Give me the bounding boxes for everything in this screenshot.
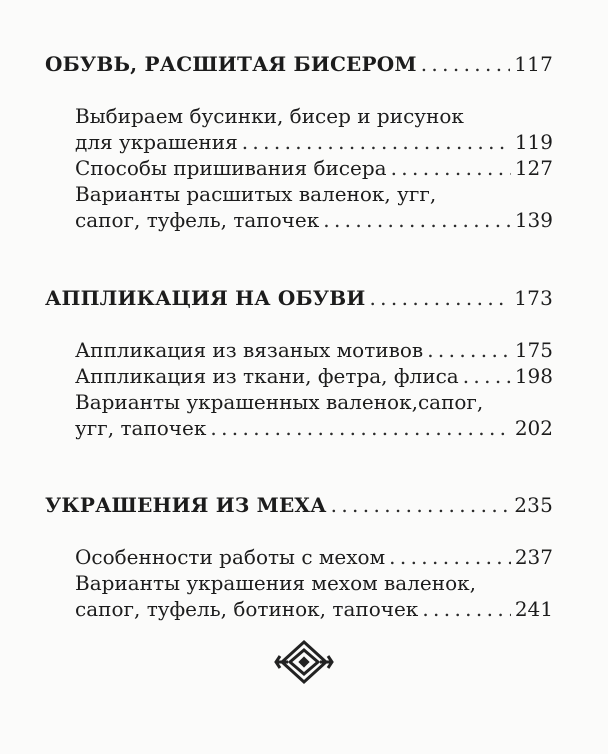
- section-title: ОБУВЬ, РАСШИТАЯ БИСЕРОМ: [45, 52, 417, 76]
- dot-leader: [463, 364, 511, 388]
- toc-entry[interactable]: [0, 156, 608, 180]
- page-number: 241: [514, 597, 553, 621]
- page-number: 175: [514, 338, 553, 362]
- entry-text: Аппликация из ткани, фетра, флиса: [75, 364, 459, 388]
- toc-entry[interactable]: [0, 338, 608, 362]
- entry-text: Особенности работы с мехом: [75, 545, 386, 569]
- dot-leader: [369, 286, 510, 310]
- entry-text: Способы пришивания бисера: [75, 156, 387, 180]
- toc-section-3[interactable]: [0, 493, 608, 517]
- toc-entry[interactable]: [0, 597, 608, 621]
- diamond-knot-ornament-icon: [274, 638, 334, 686]
- dot-leader: [421, 52, 511, 76]
- entry-text: для украшения: [75, 130, 238, 154]
- page-number: 202: [514, 416, 553, 440]
- dot-leader: [391, 156, 511, 180]
- page-number: 119: [514, 130, 553, 154]
- page-number: 235: [514, 493, 553, 517]
- toc-entry[interactable]: [0, 130, 608, 154]
- page-number: 117: [514, 52, 553, 76]
- dot-leader: [389, 545, 511, 569]
- dot-leader: [331, 493, 511, 517]
- toc-entry[interactable]: [0, 545, 608, 569]
- toc-entry[interactable]: [0, 416, 608, 440]
- dot-leader: [242, 130, 511, 154]
- section-title: УКРАШЕНИЯ ИЗ МЕХА: [45, 493, 327, 517]
- toc-section-2[interactable]: [0, 286, 608, 310]
- toc-entry[interactable]: [0, 208, 608, 232]
- page-number: 198: [514, 364, 553, 388]
- section-title: АППЛИКАЦИЯ НА ОБУВИ: [45, 286, 366, 310]
- toc-entry-line: Варианты украшенных валенок,сапог,: [75, 390, 484, 414]
- toc-entry-line: Варианты украшения мехом валенок,: [75, 571, 476, 595]
- toc-section-1[interactable]: [0, 52, 608, 76]
- dot-leader: [323, 208, 511, 232]
- entry-text: сапог, туфель, тапочек: [75, 208, 320, 232]
- page-number: 127: [514, 156, 553, 180]
- dot-leader: [427, 338, 511, 362]
- toc-entry[interactable]: [0, 364, 608, 388]
- toc-entry-line: Варианты расшитых валенок, угг,: [75, 182, 437, 206]
- entry-text: Аппликация из вязаных мотивов: [75, 338, 424, 362]
- entry-text: сапог, туфель, ботинок, тапочек: [75, 597, 419, 621]
- page-number: 173: [514, 286, 553, 310]
- dot-leader: [210, 416, 510, 440]
- page-number: 237: [514, 545, 553, 569]
- dot-leader: [422, 597, 511, 621]
- page-number: 139: [514, 208, 553, 232]
- entry-text: угг, тапочек: [75, 416, 207, 440]
- toc-entry-line: Выбираем бусинки, бисер и рисунок: [75, 104, 464, 128]
